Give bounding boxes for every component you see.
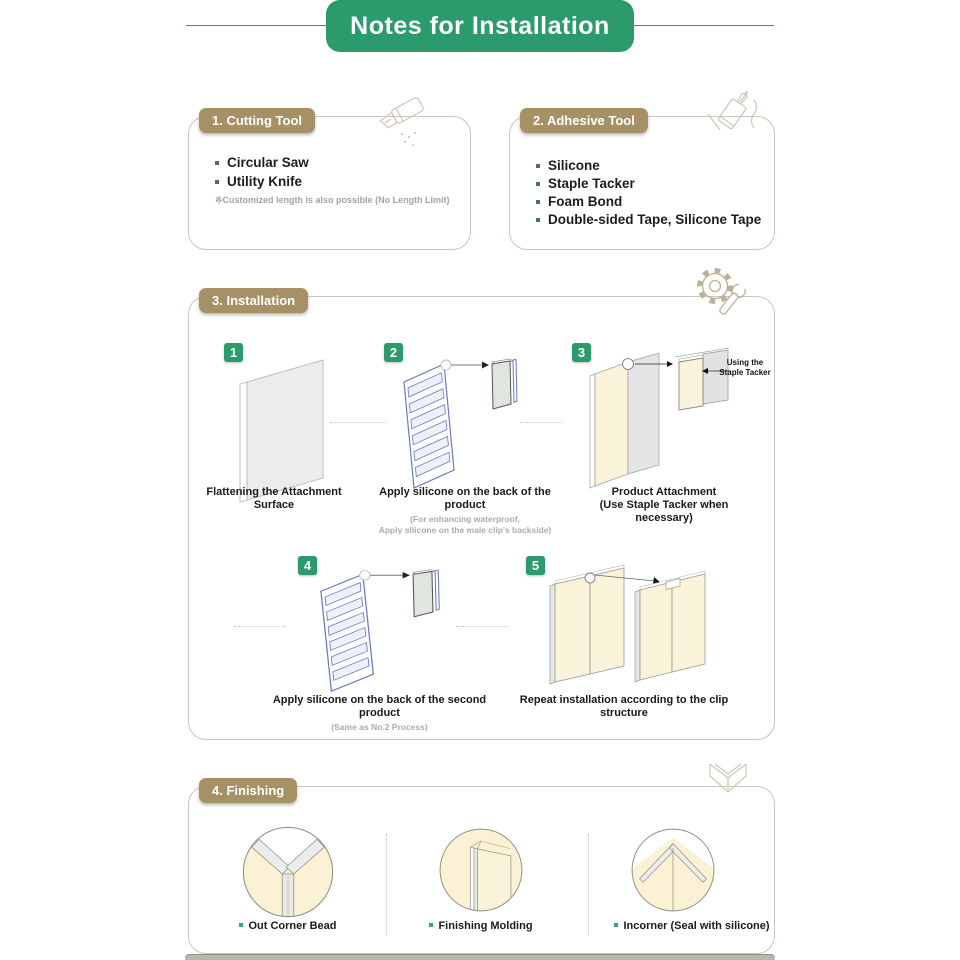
utility-knife-icon (372, 90, 442, 152)
bullet-square (215, 180, 219, 184)
step4-caption (272, 694, 487, 733)
cutting-tool-list (215, 153, 450, 206)
finishing-caption-3 (612, 920, 772, 932)
dotted-separator (588, 834, 589, 936)
section-finishing-label: 4. Finishing (199, 778, 297, 803)
caption-text: Apply silicone on the back of the second product (272, 694, 487, 719)
corner-bead-icon (700, 756, 756, 812)
annotation-line: Staple Tacker (719, 368, 771, 377)
caption-subline: (For enhancing waterproof, (409, 514, 521, 524)
step1-illustration (228, 350, 333, 508)
step2-caption (374, 486, 556, 535)
list-item (536, 193, 761, 211)
caption-text: Flattening the Attachment Surface (206, 486, 342, 511)
dotted-separator (386, 834, 387, 936)
list-item (215, 172, 450, 191)
list-item-label: Double-sided Tape, Silicone Tape (548, 212, 762, 227)
bullet-square (536, 164, 540, 168)
list-item-label: Foam Bond (548, 194, 623, 209)
step-badge-3: 3 (572, 343, 591, 362)
caption-subline: Apply silicone on the male clip's backside) (378, 524, 552, 535)
section-adhesive-label: 2. Adhesive Tool (520, 108, 648, 133)
caption-text: Out Corner Bead (248, 920, 337, 932)
finishing-caption-1 (222, 920, 354, 932)
adhesive-tool-list (536, 157, 761, 229)
list-item-label: Circular Saw (227, 155, 309, 170)
bullet-square (429, 923, 433, 927)
step3-caption (578, 486, 750, 525)
list-item-label: Staple Tacker (548, 176, 635, 191)
list-item (536, 157, 761, 175)
step2-illustration (396, 352, 523, 494)
caption-text: Finishing Molding (438, 920, 533, 932)
step5-illustration (542, 560, 732, 693)
step-badge-1: 1 (224, 343, 243, 362)
step-badge-4: 4 (298, 556, 317, 575)
annotation-line: Using the (726, 358, 764, 367)
dotted-separator (234, 626, 286, 627)
bullet-square (239, 923, 243, 927)
section-installation-label: 3. Installation (199, 288, 308, 313)
dotted-separator (456, 626, 508, 627)
step-badge-2: 2 (384, 343, 403, 362)
caption-subtext (374, 514, 556, 535)
list-item (536, 175, 761, 193)
caulking-gun-icon (698, 86, 770, 152)
caption-text: (Use Staple Tacker when necessary) (599, 499, 729, 524)
out-corner-bead-illustration (240, 824, 336, 920)
next-section-edge (185, 954, 775, 960)
bullet-square (536, 218, 540, 222)
list-item (215, 153, 450, 172)
caption-text: Product Attachment (611, 486, 717, 498)
caption-subtext (272, 722, 487, 733)
section-cutting-label: 1. Cutting Tool (199, 108, 315, 133)
cutting-note: ※Customized length is also possible (No Length Limit) (215, 195, 450, 205)
caption-text: Incorner (Seal with silicone) (623, 920, 770, 932)
step5-caption (506, 694, 742, 720)
step4-illustration (308, 563, 448, 696)
list-item-label: Silicone (548, 158, 600, 173)
page-title-banner (326, 0, 634, 52)
caption-subline: (Same as No.2 Process) (331, 722, 428, 732)
caption-text: Repeat installation according to the clip structure (519, 694, 729, 719)
finishing-molding-illustration (437, 826, 525, 914)
dotted-separator (330, 422, 386, 423)
incorner-illustration (629, 826, 717, 914)
step3-annotation (716, 358, 774, 378)
gear-wrench-icon (690, 264, 754, 324)
list-item-label: Utility Knife (227, 174, 303, 189)
step-badge-5: 5 (526, 556, 545, 575)
bullet-square (536, 200, 540, 204)
bullet-square (536, 182, 540, 186)
dotted-separator (520, 422, 562, 423)
bullet-square (215, 161, 219, 165)
list-item (536, 211, 761, 229)
step1-caption (196, 486, 352, 512)
finishing-caption-2 (418, 920, 544, 932)
page-title: Notes for Installation (350, 11, 610, 40)
caption-text: Apply silicone on the back of the product (379, 486, 551, 511)
bullet-square (614, 923, 618, 927)
